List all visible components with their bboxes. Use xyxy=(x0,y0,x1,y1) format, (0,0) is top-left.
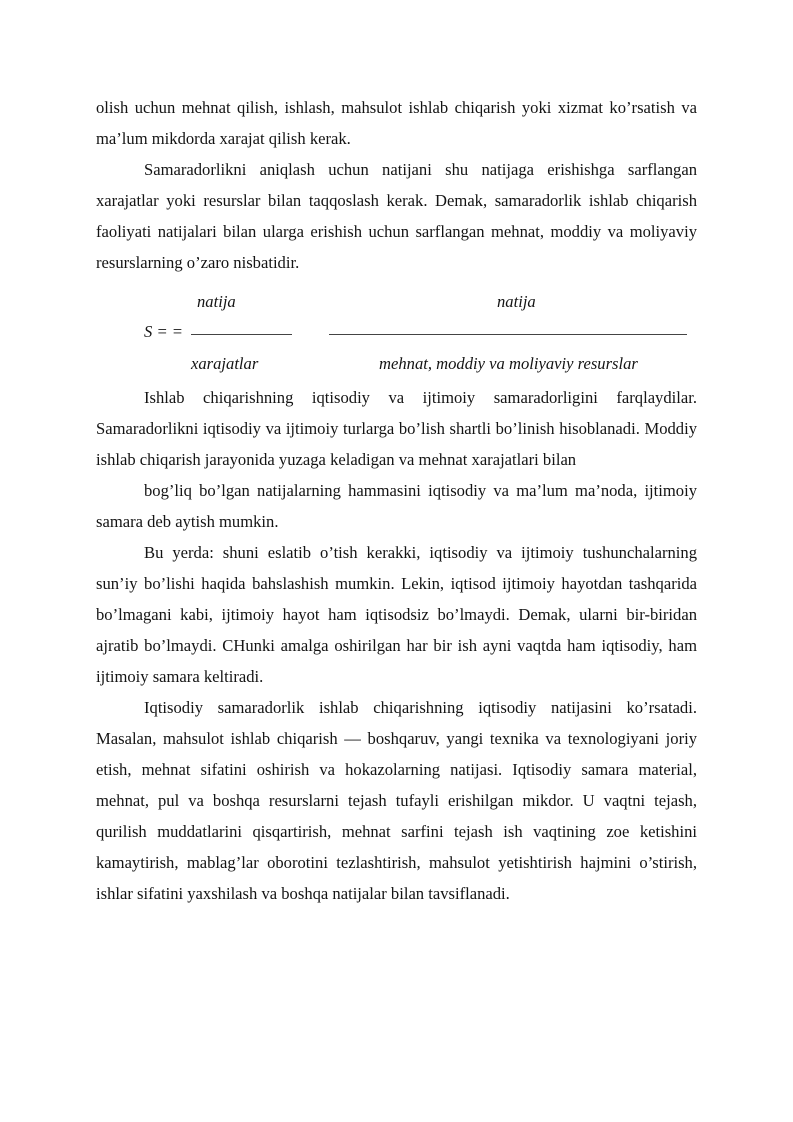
formula-denominator-2: mehnat, moddiy va moliyaviy resurslar xyxy=(379,354,638,373)
formula-numerator-2: natija xyxy=(497,292,536,311)
paragraph-4: bog’liq bo’lgan natijalarning hammasini iqtisodiy va ma’lum ma’noda, ijtimoiy samara deb aytish mumkin. xyxy=(96,481,697,531)
formula-numerator-1: natija xyxy=(197,292,236,311)
paragraph-5: Bu yerda: shuni eslatib o’tish kerakki, iqtisodiy va ijtimoiy tushunchalarning sun’iy bo’lishi haqida bahslashish mumkin. Lekin, iqtisod ijtimoiy hayotdan tashqarida bo’lmagani kabi, ijtimoiy hayot ham iqtisodsiz bo’lmaydi. Demak, ularni bir-biridan ajratib bo’lmaydi. CHunki amalga oshirilgan har bir ish ayni vaqtda ham iqtisodiy, ham ijtimoiy samara keltiradi. xyxy=(96,543,697,686)
paragraph-2: Samaradorlikni aniqlash uchun natijani shu natijaga erishishga sarflangan xarajatlar yoki resurslar bilan taqqoslash kerak. Demak, samaradorlik ishlab chiqarish faoliyati natijalari bilan ularga erishish uchun sarflangan mehnat, moddiy va moliyaviy resurslarning o’zaro nisbatidir. xyxy=(96,160,697,272)
document-page xyxy=(96,92,697,909)
paragraph-1: olish uchun mehnat qilish, ishlash, mahsulot ishlab chiqarish yoki xizmat ko’rsatish va ma’lum mikdorda xarajat qilish kerak. xyxy=(96,98,697,148)
formula-denominator-1: xarajatlar xyxy=(191,354,259,373)
formula-lhs: S = = xyxy=(144,322,183,341)
fraction-line-1 xyxy=(191,334,292,335)
paragraph-6: Iqtisodiy samaradorlik ishlab chiqarishning iqtisodiy natijasini ko’rsatadi. Masalan, mahsulot ishlab chiqarish — boshqaruv, yangi texnika va texnologiyani joriy etish, mehnat sifatini oshirish va hokazolarning natijasi. Iqtisodiy samara material, mehnat, pul va boshqa resurslarni tejash tufayli erishilgan mikdor. U vaqtni tejash, qurilish muddatlarini qisqartirish, mehnat sarfini tejash ish vaqtining zoe ketishini kamaytirish, mablag’lar oborotini tezlashtirish, mahsulot yetishtirish hajmini o’stirish, ishlar sifatini yaxshilash va boshqa natijalar bilan tavsiflanadi. xyxy=(96,698,697,903)
fraction-line-2 xyxy=(329,334,687,335)
paragraph-3: Ishlab chiqarishning iqtisodiy va ijtimoiy samaradorligini farqlaydilar. Samaradorlikni iqtisodiy va ijtimoiy turlarga bo’lish shartli bo’linish hisoblanadi. Moddiy ishlab chiqarish jarayonida yuzaga keladigan va mehnat xarajatlari bilan xyxy=(96,388,697,469)
efficiency-formula xyxy=(96,284,697,377)
